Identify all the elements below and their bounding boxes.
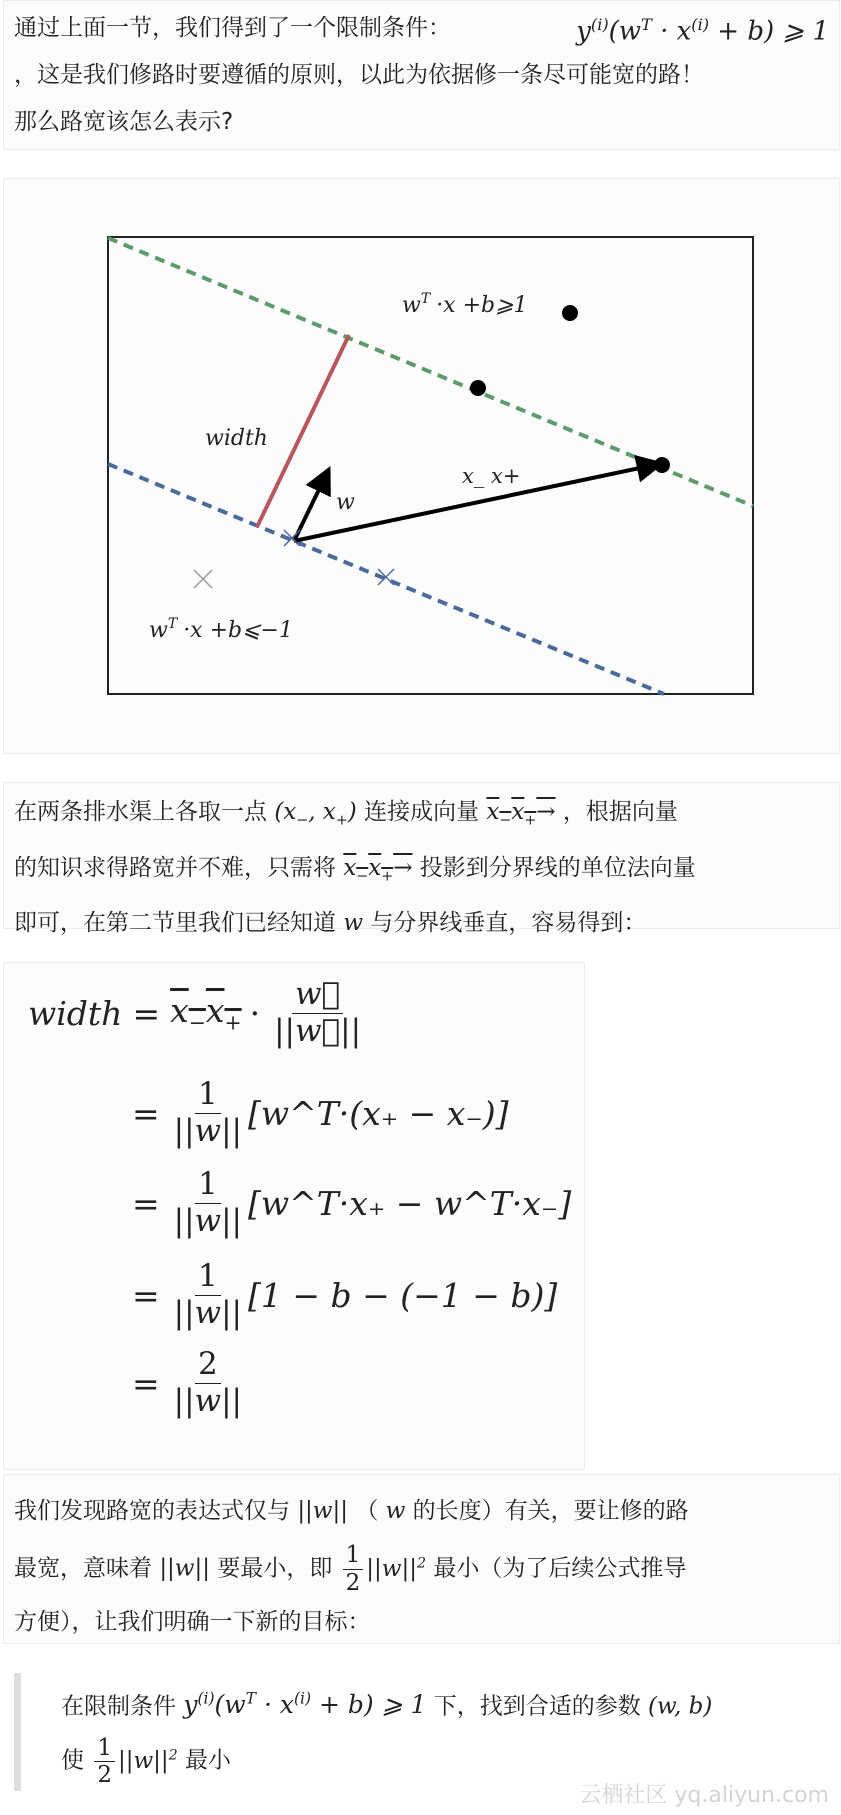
width-label: width: [205, 426, 268, 451]
positive-point-dot: [654, 457, 670, 473]
w-label: w: [336, 490, 355, 515]
p2-text-3a: 即可，在第二节里我们已经知道: [14, 910, 336, 937]
point-pair-formula: ($x_-$, $x_+$): [274, 799, 357, 829]
half-fraction: $\frac{1}{2}$: [94, 1735, 115, 1789]
p3-text-2b: 要最小，即: [217, 1555, 333, 1582]
figure-panel: [3, 178, 840, 754]
quote-text-1a: 在限制条件: [61, 1693, 176, 1720]
p2-text-1b: 连接成向量: [364, 799, 480, 825]
conclusion-paragraph: [3, 1474, 840, 1644]
p3-text-1c: 的长度）有关，要让修的路: [412, 1498, 689, 1524]
p2-text-3b: 与分界线垂直，容易得到：: [370, 910, 647, 937]
positive-point-dot: [470, 380, 486, 396]
goal-quote: [14, 1673, 829, 1791]
p2-text-2a: 的知识求得路宽并不难，只需将: [14, 854, 336, 881]
eq-lhs: width: [28, 993, 123, 1033]
constraint-formula: $y^{(i)}(w^T \cdot x^{(i)} + b)$ ⩾ 1: [576, 15, 829, 47]
positive-point-dot: [562, 305, 578, 321]
quote-text-2a: 使: [61, 1747, 84, 1774]
w-symbol: w: [385, 1498, 406, 1524]
equation-row-5: = $\frac{2}{||w||}$: [132, 1345, 242, 1419]
equation-row-3: = $\frac{1}{||w||}$ [w^T·x₊ − w^T·x₋]: [132, 1165, 572, 1239]
p2-text-1a: 在两条排水渠上各取一点: [14, 799, 267, 825]
positive-margin-label: $w^T \cdot x$ +b⩾1: [402, 291, 528, 318]
constraint-formula: $y^{(i)}(w^T \cdot x^{(i)} + b)$ ⩾ 1: [183, 1690, 427, 1720]
norm-w: ||w||: [159, 1555, 210, 1582]
equation-row-2: = $\frac{1}{||w||}$ [w^T·(x₊ − x₋)]: [132, 1075, 509, 1149]
p3-text-2c: 最小（为了后续公式推导: [433, 1555, 687, 1582]
p3-text-1b: （: [355, 1498, 379, 1524]
p3-text-1a: 我们发现路宽的表达式仅与: [14, 1498, 290, 1524]
params-formula: (w, b): [648, 1693, 713, 1720]
p2-text-1c: ，根据向量: [562, 799, 678, 825]
norm-w-squared: $||w||^2$: [117, 1747, 178, 1774]
p2-text-2b: 投影到分界线的单位法向量: [419, 854, 696, 881]
quote-text-1b: 下，找到合适的参数: [433, 1693, 641, 1720]
negative-margin-line: [108, 464, 664, 694]
norm-w-squared: $||w||^2$: [366, 1555, 427, 1582]
vector-paragraph: [3, 782, 840, 937]
equation-row-4: = $\frac{1}{||w||}$ [1 − b − (−1 − b)]: [132, 1257, 558, 1331]
width-derivation: [3, 962, 585, 1470]
half-fraction: $\frac{1}{2}$: [343, 1542, 364, 1596]
vector-formula: $x_-x_+\to$: [486, 799, 556, 829]
watermark: 云栖社区 yq.aliyun.com: [579, 1783, 829, 1808]
norm-w: ||w||: [297, 1498, 348, 1524]
quote-text-2b: 最小: [185, 1747, 232, 1774]
intro-text-b: ，这是我们修路时要遵循的原则，以此为依据修一条尽可能宽的路！: [14, 62, 704, 88]
negative-point-cross: [194, 570, 212, 588]
w-symbol: w: [343, 910, 363, 937]
negative-margin-label: $w^T \cdot x$ +b⩽−1: [149, 616, 293, 643]
p3-text-3: 方便），让我们明确一下新的目标：: [14, 1609, 371, 1636]
intro-text-c: 那么路宽该怎么表示?: [14, 109, 234, 135]
intro-text-a: 通过上面一节，我们得到了一个限制条件：: [14, 15, 451, 41]
p3-text-2a: 最宽，意味着: [14, 1555, 152, 1582]
vector-formula: $x_-x_+\to$: [343, 854, 413, 885]
equation-row-1: width = $x_-x_+$ · $\frac{w⃗}{||w⃗||}$: [28, 975, 362, 1049]
intro-paragraph: [3, 0, 840, 150]
svm-road-figure: [4, 179, 841, 755]
xx-label: x_ x+: [462, 464, 521, 488]
